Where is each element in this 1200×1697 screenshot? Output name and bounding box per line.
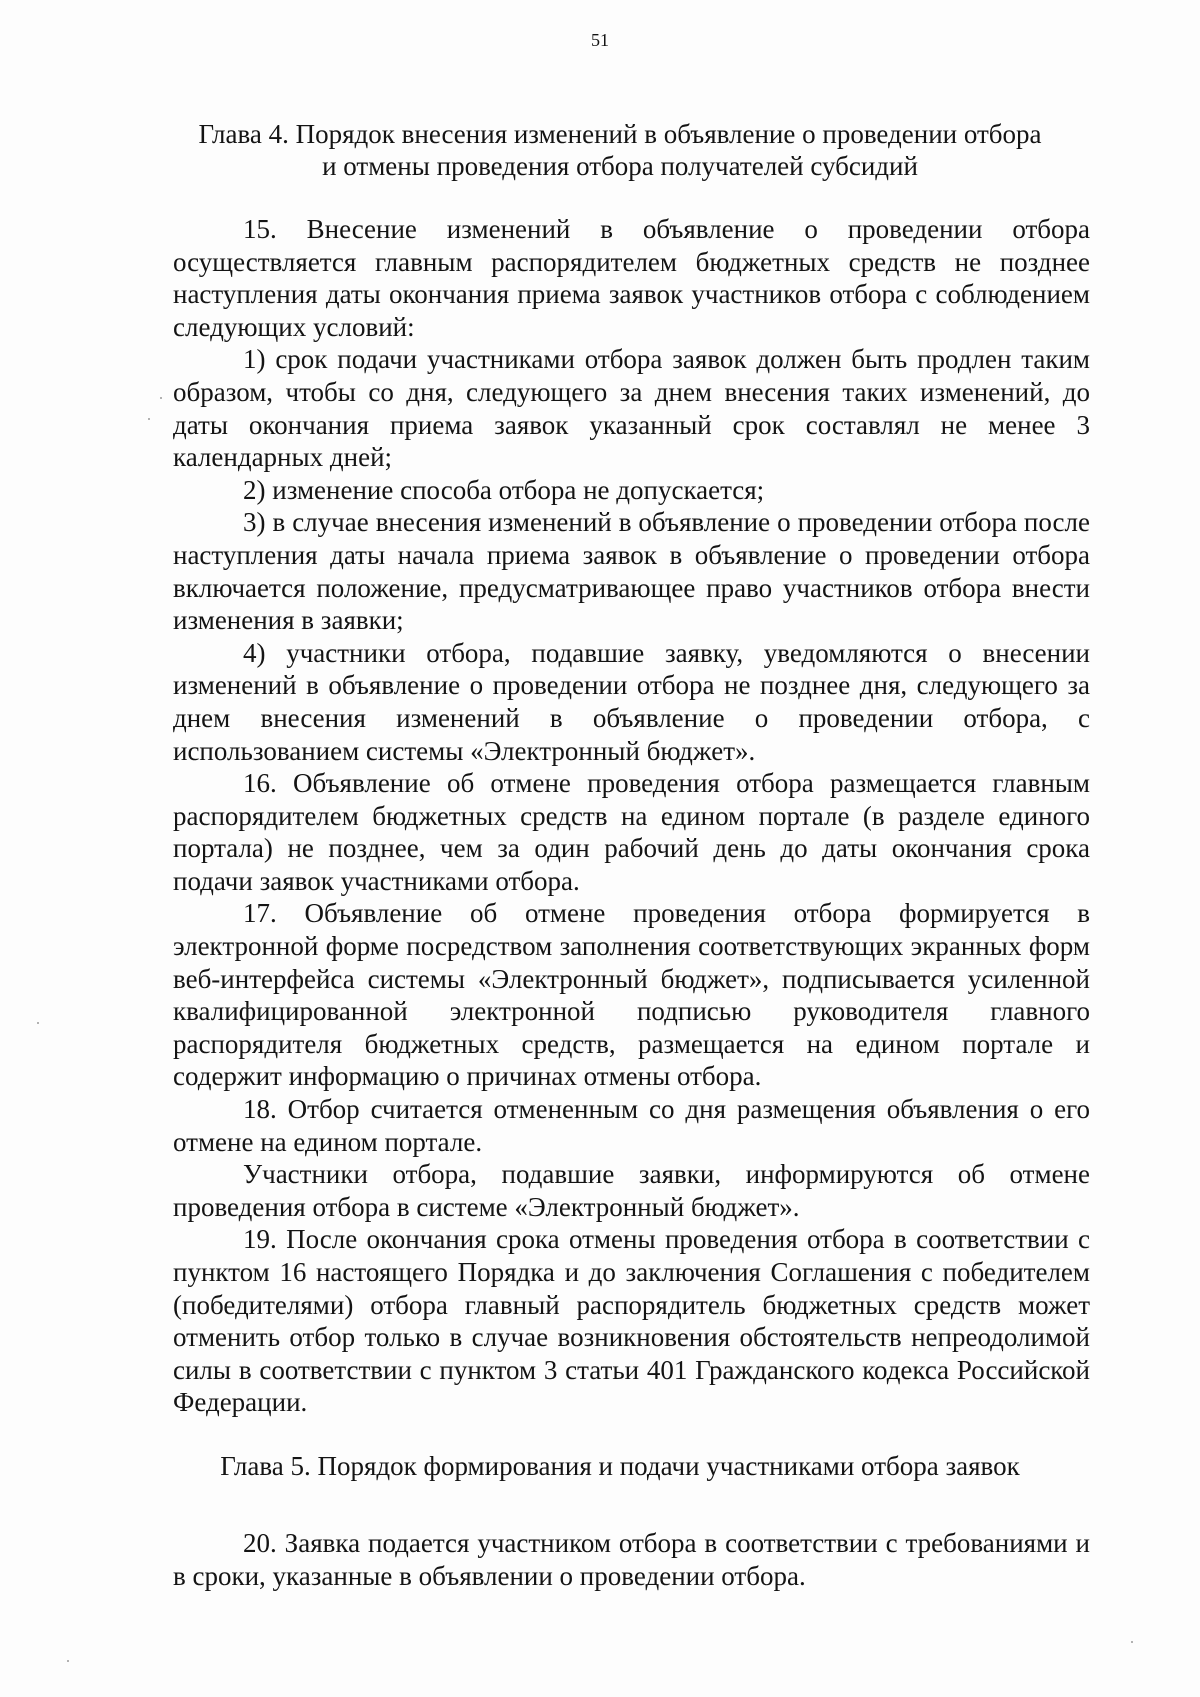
paragraph-15-item-4: 4) участники отбора, подавшие заявку, уведомляются о внесении изменений в объявление о проведении отбора не позднее дня, следующего за днем внесения изменений в объявление о проведении отбора, с использованием системы «Электронный бюджет». [173, 637, 1090, 766]
chapter-4-title-line-1: Глава 4. Порядок внесения изменений в объявление о проведении отбора [198, 119, 1042, 149]
scan-speck [148, 418, 150, 420]
paragraph-15-item-3: 3) в случае внесения изменений в объявление о проведении отбора после наступления даты начала приема заявок в объявление о проведении отбора включается положение, предусматривающее право участников отбора внести изменения в заявки; [173, 507, 1090, 636]
paragraph-18: 18. Отбор считается отмененным со дня размещения объявления о его отмене на едином портале. [173, 1094, 1090, 1157]
scan-speck [67, 1660, 69, 1662]
chapter-5-title: Глава 5. Порядок формирования и подачи участниками отбора заявок [220, 1451, 1020, 1481]
paragraph-15-item-1: 1) срок подачи участниками отбора заявок должен быть продлен таким образом, чтобы со дня, следующего за днем внесения таких изменений, до даты окончания приема заявок указанный срок составлял не менее 3 календарных дней; [173, 344, 1090, 473]
chapter-5-body [173, 1527, 1090, 1592]
paragraph-15: 15. Внесение изменений в объявление о проведении отбора осуществляется главным распорядителем бюджетных средств не позднее наступления даты окончания приема заявок участников отбора с соблюдением следующих условий: [173, 214, 1090, 342]
paragraph-17: 17. Объявление об отмене проведения отбора формируется в электронной форме посредством заполнения соответствующих экранных форм веб-интерфейса системы «Электронный бюджет», подписывается усиленной квалифицированной электронной подписью руководителя главного распорядителя бюджетных средств, размещается на едином портале и содержит информацию о причинах отмены отбора. [173, 898, 1090, 1092]
paragraph-19: 19. После окончания срока отмены проведения отбора в соответствии с пунктом 16 настоящего Порядка и до заключения Соглашения с победителем (победителями) отбора главный распорядитель бюджетных средств может отменить отбор только в случае возникновения обстоятельств непреодолимой силы в соответствии с пунктом 3 статьи 401 Гражданского кодекса Российской Федерации. [173, 1224, 1090, 1418]
scan-speck [160, 397, 162, 399]
paragraph-15-item-2: 2) изменение способа отбора не допускается; [243, 474, 765, 505]
chapter-4-body [173, 213, 1090, 1419]
scan-speck [1131, 1641, 1133, 1643]
chapter-4-title-line-2: и отмены проведения отбора получателей субсидий [322, 151, 918, 181]
chapter-4-title [160, 118, 1080, 182]
page-number: 51 [591, 30, 609, 50]
paragraph-16: 16. Объявление об отмене проведения отбора размещается главным распорядителем бюджетных средств на едином портале (в разделе единого портала) не позднее, чем за один рабочий день до даты окончания срока подачи заявок участниками отбора. [173, 768, 1090, 896]
scan-speck [37, 1022, 39, 1024]
paragraph-20: 20. Заявка подается участником отбора в соответствии с требованиями и в сроки, указанные в объявлении о проведении отбора. [173, 1528, 1090, 1591]
paragraph-18-note: Участники отбора, подавшие заявки, информируются об отмене проведения отбора в системе «Электронный бюджет». [173, 1159, 1090, 1222]
